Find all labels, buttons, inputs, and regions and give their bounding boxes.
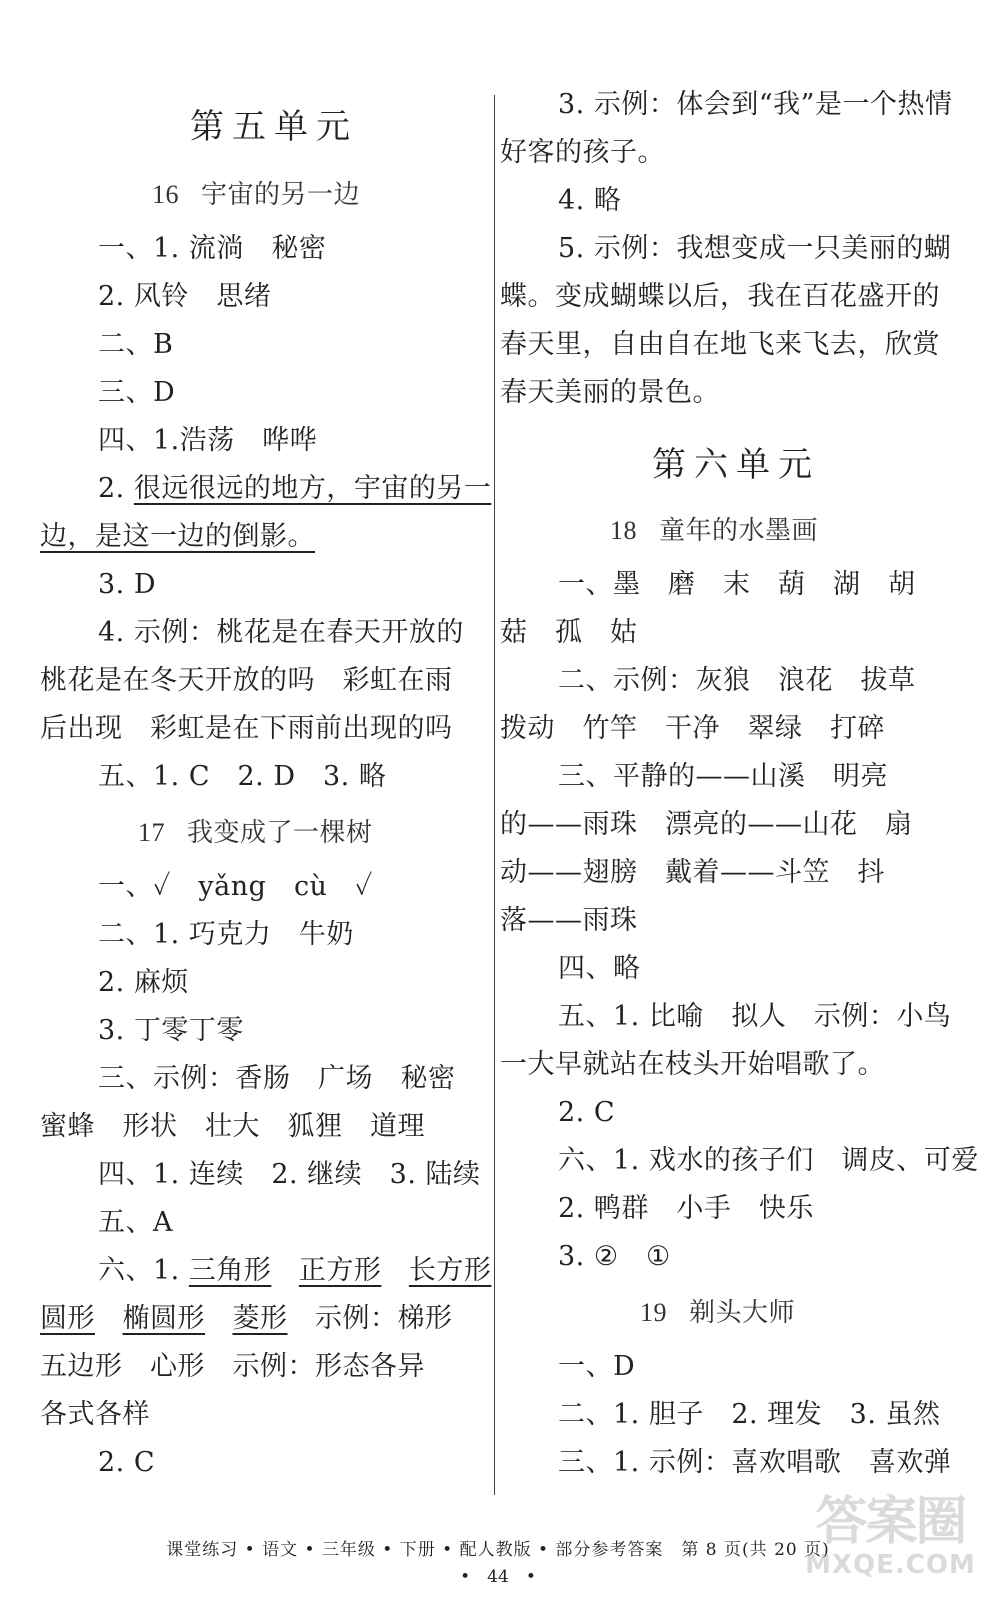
answer-line: 五、A xyxy=(98,1207,173,1238)
answer-line: 2. 麻烦 xyxy=(98,967,189,998)
answer-line: 五、1. 比喻 拟人 示例：小鸟 xyxy=(558,1001,952,1032)
watermark-url: MXQE.COM xyxy=(805,1550,976,1580)
answer-number: 六、1. xyxy=(98,1255,189,1286)
answer-line: 落——雨珠 xyxy=(500,905,638,936)
lesson-number: 16 xyxy=(152,180,179,209)
underlined-answer: 很远很远的地方，宇宙的另一 xyxy=(133,473,492,504)
answer-line: 的——雨珠 漂亮的——山花 扇 xyxy=(500,809,913,840)
answer-line xyxy=(40,520,315,554)
lesson-number: 17 xyxy=(138,818,165,847)
answer-line: 动——翅膀 戴着——斗笠 抖 xyxy=(500,857,885,888)
answer-line: 二、1. 胆子 2. 理发 3. 虽然 xyxy=(558,1399,941,1430)
underlined-answer: 椭圆形 xyxy=(122,1303,205,1334)
answer-line: 春天里，自由自在地飞来飞去，欣赏 xyxy=(500,329,940,360)
unit-6-title: 第六单元 xyxy=(652,445,820,485)
underlined-answer: 圆形 xyxy=(40,1303,95,1334)
answer-line: 3. 丁零丁零 xyxy=(98,1015,244,1046)
answer-line xyxy=(40,1254,491,1288)
answer-line: 2. 风铃 思绪 xyxy=(98,281,272,312)
lesson-title: 剃头大师 xyxy=(689,1298,796,1328)
lesson-number: 18 xyxy=(610,516,637,545)
answer-line: 一、墨 磨 末 葫 湖 胡 xyxy=(558,569,916,600)
answer-line xyxy=(40,472,491,506)
answer-line: 三、示例：香肠 广场 秘密 xyxy=(98,1063,456,1094)
lesson-title: 童年的水墨画 xyxy=(659,516,819,546)
answer-line: 二、1. 巧克力 牛奶 xyxy=(98,919,354,950)
page-number: • 44 • xyxy=(460,1567,536,1587)
answer-line: 一、✓ yǎng cù ✓ xyxy=(98,871,373,902)
answer-line: 春天美丽的景色。 xyxy=(500,377,720,408)
answer-line: 2. C xyxy=(558,1097,616,1128)
answer-line: 三、1. 示例：喜欢唱歌 喜欢弹 xyxy=(558,1447,952,1478)
answer-line: 三、平静的——山溪 明亮 xyxy=(558,761,888,792)
answer-line: 3. D xyxy=(98,569,156,600)
answer-text: 示例：梯形 xyxy=(315,1303,453,1334)
underlined-answer: 菱形 xyxy=(232,1303,288,1334)
answer-line: 4. 示例：桃花是在春天开放的 xyxy=(98,617,464,648)
answer-line: 各式各样 xyxy=(40,1399,150,1430)
answer-number: 2. xyxy=(98,473,134,504)
lesson-16-heading xyxy=(152,178,360,212)
lesson-title: 宇宙的另一边 xyxy=(201,180,361,210)
column-divider xyxy=(494,95,495,1495)
lesson-number: 19 xyxy=(640,1298,667,1327)
answer-line: 4. 略 xyxy=(558,185,622,216)
answer-line: 四、1. 连续 2. 继续 3. 陆续 xyxy=(98,1159,481,1190)
lesson-title: 我变成了一棵树 xyxy=(187,818,373,848)
answer-line: 好客的孩子。 xyxy=(500,137,665,168)
answer-line: 蝶。变成蝴蝶以后，我在百花盛开的 xyxy=(500,281,940,312)
lesson-19-heading xyxy=(640,1296,795,1330)
underlined-answer: 正方形 xyxy=(298,1255,382,1286)
answer-line: 3. ② ① xyxy=(558,1241,671,1272)
underlined-answer: 边，是这一边的倒影。 xyxy=(40,521,315,552)
answer-line: 五、1. C 2. D 3. 略 xyxy=(98,761,387,792)
answer-line: 后出现 彩虹是在下雨前出现的吗 xyxy=(40,713,453,744)
answer-line: 5. 示例：我想变成一只美丽的蝴 xyxy=(558,233,952,264)
lesson-17-heading xyxy=(138,816,373,850)
answer-line: 3. 示例：体会到“我”是一个热情 xyxy=(558,89,953,120)
answer-line: 蜜蜂 形状 壮大 狐狸 道理 xyxy=(40,1111,425,1142)
answer-line: 四、1.浩荡 哗哗 xyxy=(98,425,318,456)
answer-line: 一、1. 流淌 秘密 xyxy=(98,233,327,264)
underlined-answer: 长方形 xyxy=(408,1255,492,1286)
answer-line: 二、B xyxy=(98,329,174,360)
answer-line: 一大早就站在枝头开始唱歌了。 xyxy=(500,1049,885,1080)
answer-line: 2. 鸭群 小手 快乐 xyxy=(558,1193,814,1224)
answer-line: 五边形 心形 示例：形态各异 xyxy=(40,1351,425,1382)
answer-line: 菇 孤 姑 xyxy=(500,617,638,648)
answer-line: 桃花是在冬天开放的吗 彩虹在雨 xyxy=(40,665,453,696)
underlined-answer: 三角形 xyxy=(188,1255,272,1286)
answer-line: 拨动 竹竿 干净 翠绿 打碎 xyxy=(500,713,885,744)
answer-line: 三、D xyxy=(98,377,176,408)
answer-line: 六、1. 戏水的孩子们 调皮、可爱 xyxy=(558,1145,979,1176)
answer-line: 一、D xyxy=(558,1351,636,1382)
unit-5-title: 第五单元 xyxy=(190,107,358,147)
answer-line xyxy=(40,1302,453,1336)
lesson-18-heading xyxy=(610,514,818,548)
answer-line: 四、略 xyxy=(558,953,641,984)
answer-line: 二、示例：灰狼 浪花 拔草 xyxy=(558,665,916,696)
answer-line: 2. C xyxy=(98,1447,156,1478)
footer-caption: 课堂练习 • 语文 • 三年级 • 下册 • 配人教版 • 部分参考答案 第 8 页(共 20 页) xyxy=(166,1540,830,1560)
watermark-text: 答案圈 xyxy=(815,1492,966,1552)
